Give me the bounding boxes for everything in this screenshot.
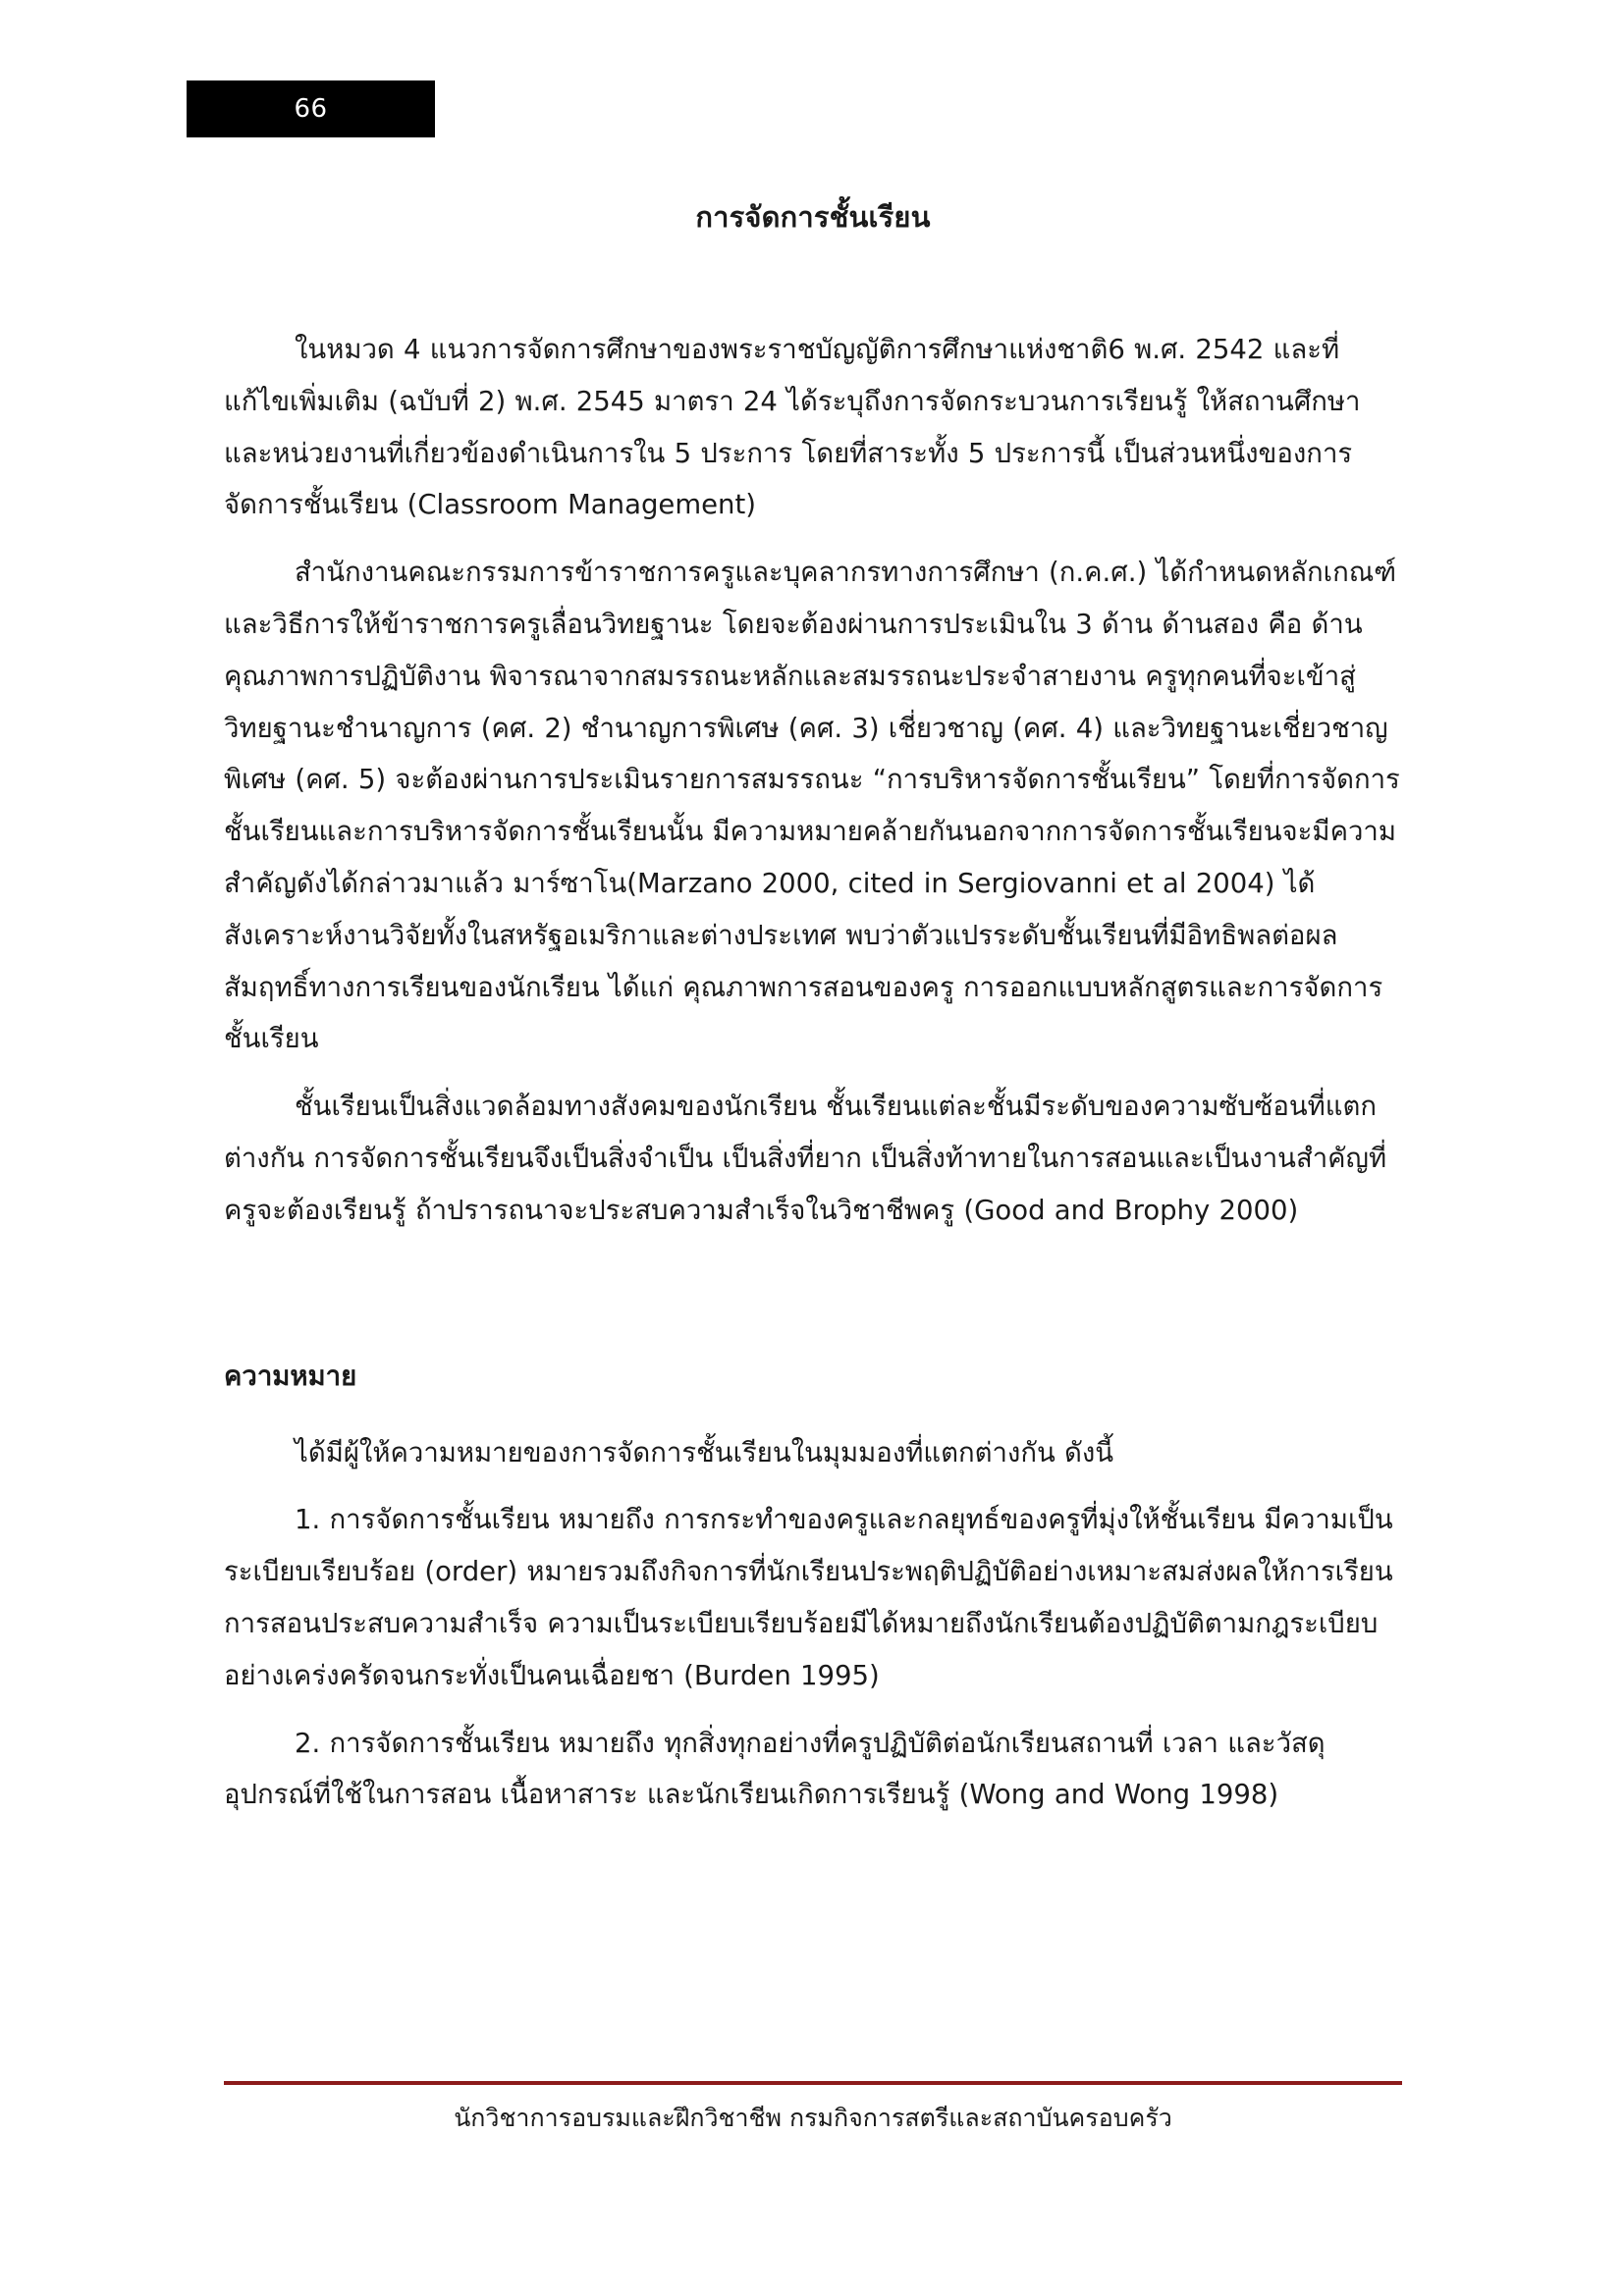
spacer xyxy=(224,1478,1402,1494)
paragraph-3: ชั้นเรียนเป็นสิ่งแวดล้อมทางสังคมของนักเรียน ชั้นเรียนแต่ละชั้นมีระดับของความซับซ้อนที่แตกต่างกัน การจัดการชั้นเรียนจึงเป็นสิ่งจำเป็น เป็นสิ่งที่ยาก เป็นสิ่งท้าทายในการสอนและเป็นงานสำคัญที่ครูจะต้องเรียนรู้ ถ้าปรารถนาจะประสบความสำเร็จในวิชาชีพครู (Good and Brophy 2000) xyxy=(224,1091,1387,1226)
paragraph-2: สำนักงานคณะกรรมการข้าราชการครูและบุคลากรทางการศึกษา (ก.ค.ศ.) ได้กำหนดหลักเกณฑ์และวิธีการให้ข้าราชการครูเลื่อนวิทยฐานะ โดยจะต้องผ่านการประเมินใน 3 ด้าน ด้านสอง คือ ด้านคุณภาพการปฏิบัติงาน พิจารณาจากสมรรถนะหลักและสมรรถนะประจำสายงาน ครูทุกคนที่จะเข้าสู่วิทยฐานะชำนาญการ (คศ. 2) ชำนาญการพิเศษ (คศ. 3) เชี่ยวชาญ (คศ. 4) และวิทยฐานะเชี่ยวชาญพิเศษ (คศ. 5) จะต้องผ่านการประเมินรายการสมรรถนะ “การบริหารจัดการชั้นเรียน” โดยที่การจัดการชั้นเรียนและการบริหารจัดการชั้นเรียนนั้น มีความหมายคล้ายกันนอกจากการจัดการชั้นเรียนจะมีความสำคัญดังได้กล่าวมาแล้ว มาร์ซาโน(Marzano 2000, cited in Sergiovanni et al 2004) ได้สังเคราะห์งานวิจัยทั้งในสหรัฐอเมริกาและต่างประเทศ พบว่าตัวแปรระดับชั้นเรียนที่มีอิทธิพลต่อผลสัมฤทธิ์ทางการเรียนของนักเรียน ได้แก่ คุณภาพการสอนของครู การออกแบบหลักสูตรและการจัดการชั้นเรียน xyxy=(224,557,1400,1055)
footer-divider xyxy=(224,2081,1402,2085)
spacer xyxy=(224,531,1402,547)
page-number: 66 xyxy=(294,94,328,124)
page-number-badge xyxy=(187,80,435,137)
paragraph-1: ในหมวด 4 แนวการจัดการศึกษาของพระราชบัญญัติการศึกษาแห่งชาติ6 พ.ศ. 2542 และที่แก้ไขเพิ่มเติม (ฉบับที่ 2) พ.ศ. 2545 มาตรา 24 ได้ระบุถึงการจัดกระบวนการเรียนรู้ ให้สถานศึกษาและหน่วยงานที่เกี่ยวข้องดำเนินการใน 5 ประการ โดยที่สาระทั้ง 5 ประการนี้ เป็นส่วนหนึ่งของการจัดการชั้นเรียน (Classroom Management) xyxy=(224,334,1361,521)
footer-text: นักวิชาการอบรมและฝึกวิชาชีพ กรมกิจการสตรีและสถาบันครอบครัว xyxy=(454,2104,1172,2132)
spacer xyxy=(224,1065,1402,1081)
spacer xyxy=(224,1702,1402,1718)
spacer xyxy=(224,240,1402,324)
definition-item-1: 1. การจัดการชั้นเรียน หมายถึง การกระทำของครูและกลยุทธ์ของครูที่มุ่งให้ชั้นเรียน มีความเป็นระเบียบเรียบร้อย (order) หมายรวมถึงกิจการที่นักเรียนประพฤติปฏิบัติอย่างเหมาะสมส่งผลให้การเรียนการสอนประสบความสำเร็จ ความเป็นระเบียบเรียบร้อยมีได้หมายถึงนักเรียนต้องปฏิบัติตามกฎระเบียบอย่างเคร่งครัดจนกระทั่งเป็นคนเฉื่อยชา (Burden 1995) xyxy=(224,1504,1393,1691)
section-intro: ได้มีผู้ให้ความหมายของการจัดการชั้นเรียนในมุมมองที่แตกต่างกัน ดังนี้ xyxy=(295,1436,1114,1468)
definition-item-2: 2. การจัดการชั้นเรียน หมายถึง ทุกสิ่งทุกอย่างที่ครูปฏิบัติต่อนักเรียนสถานที่ เวลา และวัสดุอุปกรณ์ที่ใช้ในการสอน เนื้อหาสาระ และนักเรียนเกิดการเรียนรู้ (Wong and Wong 1998) xyxy=(224,1727,1326,1811)
section-heading-meaning: ความหมาย xyxy=(224,1360,357,1392)
page-content xyxy=(224,177,1402,1821)
page-title: การจัดการชั้นเรียน xyxy=(695,200,931,234)
spacer xyxy=(224,1237,1402,1355)
spacer xyxy=(224,1398,1402,1427)
